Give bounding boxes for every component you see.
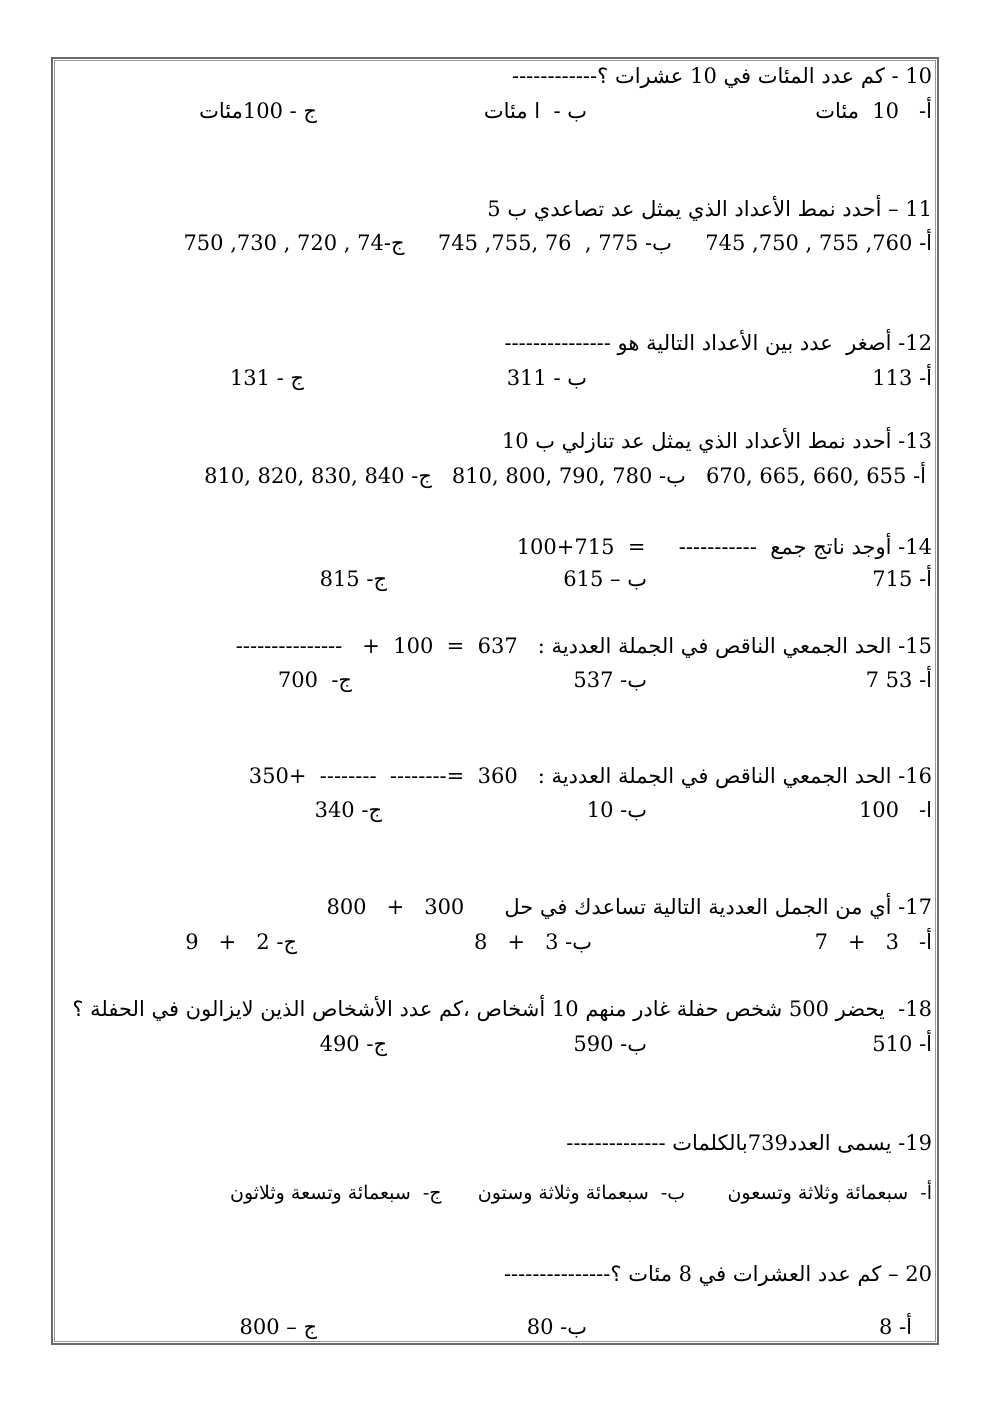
question-13: 13- أحدد نمط الأعداد الذي يمثل عد تنازلي ب 10: [501, 429, 932, 453]
question-15: 15- الحد الجمعي الناقص في الجملة العددية : 637 = 100 + ---------------: [235, 634, 932, 658]
q12-option-b[interactable]: ب - 311: [506, 366, 587, 390]
q15-option-c[interactable]: ج- 700: [277, 668, 352, 692]
q16-option-a[interactable]: ا- 100: [858, 798, 932, 822]
question-18: 18- يحضر 500 شخص حفلة غادر منهم 10 أشخاص ،كم عدد الأشخاص الذين لايزالون في الحفلة ؟: [72, 997, 932, 1021]
q17-option-a[interactable]: أ- 3 + 7: [814, 930, 932, 954]
question-11: 11 – أحدد نمط الأعداد الذي يمثل عد تصاعدي ب 5: [487, 197, 932, 221]
q13-options[interactable]: أ- 655 ,660 ,665 ,670 ب- 780 ,790 ,800 ,810 ج- 840 ,830 ,820 ,810: [204, 464, 926, 488]
question-16: 16- الحد الجمعي الناقص في الجملة العددية : 360 =-------- -------- +350: [248, 764, 932, 788]
q14-option-b[interactable]: ب – 615: [563, 567, 647, 591]
q17-option-c[interactable]: ج- 2 + 9: [185, 930, 297, 954]
q18-option-b[interactable]: ب- 590: [573, 1032, 647, 1056]
q18-option-c[interactable]: ج- 490: [319, 1032, 387, 1056]
q16-option-b[interactable]: ب- 10: [586, 798, 647, 822]
q16-option-c[interactable]: ج- 340: [314, 798, 382, 822]
q19-options[interactable]: أ- سبعمائة وثلاثة وتسعون ب- سبعمائة وثلاثة وستون ج- سبعمائة وتسعة وثلاثون: [230, 1182, 932, 1204]
question-20: 20 – كم عدد العشرات في 8 مئات ؟---------------: [503, 1262, 932, 1286]
q14-option-a[interactable]: أ- 715: [872, 567, 932, 591]
q18-option-a[interactable]: أ- 510: [872, 1032, 932, 1056]
q20-option-a[interactable]: أ- 8: [879, 1315, 912, 1339]
q15-option-b[interactable]: ب- 537: [573, 668, 647, 692]
q14-option-c[interactable]: ج- 815: [319, 567, 387, 591]
question-19: 19- يسمى العدد739بالكلمات --------------: [566, 1131, 932, 1155]
question-17: 17- أي من الجمل العددية التالية تساعدك في حل 300 + 800: [326, 895, 932, 919]
q20-option-c[interactable]: ج – 800: [239, 1315, 317, 1339]
question-12: 12- أصغر عدد بين الأعداد التالية هو ---------------: [504, 331, 932, 355]
q12-option-c[interactable]: ج - 131: [229, 366, 304, 390]
q11-options[interactable]: أ- 760, 755 , 750, 745 ب- 775 , 76 ,755, 745 ج-74 , 720 , 730, 750: [183, 231, 932, 255]
question-14: 14- أوجد ناتج جمع ----------- = 715+100: [516, 535, 932, 559]
q10-option-a[interactable]: أ- 10 مئات: [815, 99, 932, 123]
question-10: 10 - كم عدد المئات في 10 عشرات ؟------------: [511, 64, 932, 88]
q17-option-b[interactable]: ب- 3 + 8: [474, 930, 592, 954]
q10-option-b[interactable]: ب - ا مئات: [483, 99, 587, 123]
q12-option-a[interactable]: أ- 113: [872, 366, 932, 390]
q15-option-a[interactable]: أ- 53 7: [865, 668, 932, 692]
q10-option-c[interactable]: ج - 100مئات: [199, 99, 317, 123]
q20-option-b[interactable]: ب- 80: [526, 1315, 587, 1339]
